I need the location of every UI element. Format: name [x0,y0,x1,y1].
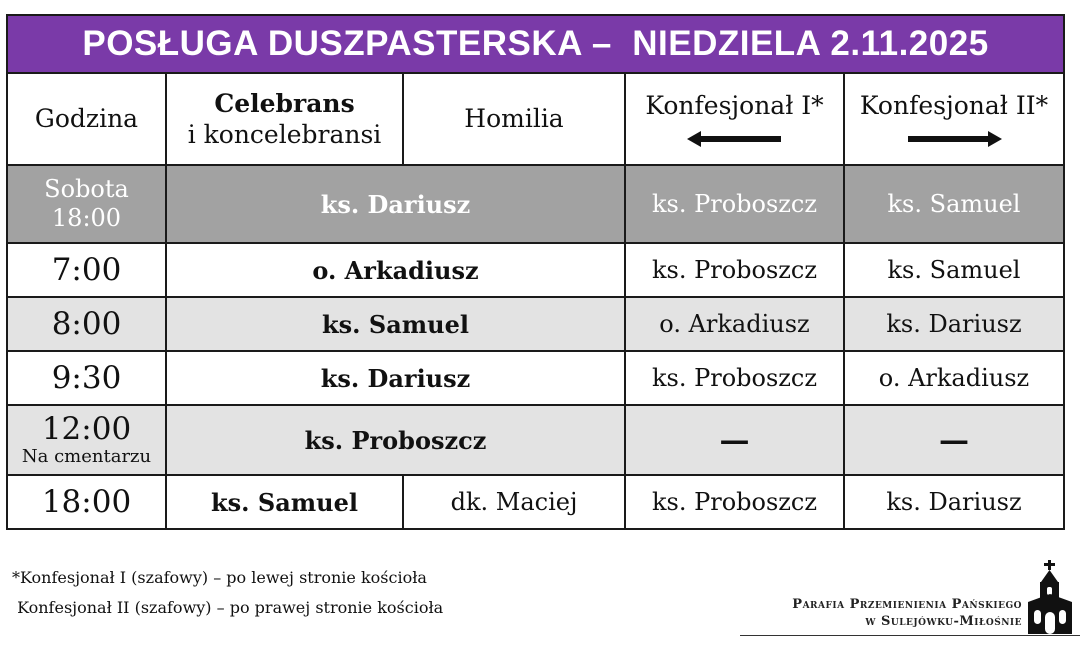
parish-name [792,596,1022,630]
row-time: 7:00 [7,243,166,297]
header-konf2-label: Konfesjonał II* [859,91,1049,121]
table-row [7,297,1064,351]
row-konf1: — [625,405,844,475]
header-celebrans-sub: i koncelebransi [187,120,382,149]
header-godzina: Godzina [7,73,166,165]
row-homilia: dk. Maciej [403,475,625,529]
page-title: POSŁUGA DUSZPASTERSKA – NIEDZIELA 2.11.2025 [7,15,1064,73]
row-konf2: ks. Samuel [844,243,1064,297]
row-time-day: Sobota [44,175,129,204]
row-konf1: ks. Proboszcz [625,475,844,529]
row-time [7,405,166,475]
table-row [7,475,1064,529]
header-konf1-label: Konfesjonał I* [645,91,824,121]
left-arrow-icon [687,130,783,148]
row-time: 8:00 [7,297,166,351]
row-time: 9:30 [7,351,166,405]
table-row [7,351,1064,405]
footnotes [12,563,443,623]
header-celebrans [166,73,403,165]
header-konf1 [625,73,844,165]
row-konf2: o. Arkadiusz [844,351,1064,405]
right-arrow-icon [906,130,1002,148]
footnote-konf1: *Konfesjonał I (szafowy) – po lewej stronie kościoła [12,568,427,587]
table-row [7,243,1064,297]
row-konf2: ks. Dariusz [844,297,1064,351]
row-konf2: ks. Dariusz [844,475,1064,529]
row-celebrans: o. Arkadiusz [166,243,625,297]
row-konf1: ks. Proboszcz [625,351,844,405]
row-time-note: Na cmentarzu [21,446,152,468]
header-konf2 [844,73,1064,165]
row-konf1: o. Arkadiusz [625,297,844,351]
row-celebrans: ks. Dariusz [166,351,625,405]
row-konf2: ks. Samuel [844,165,1064,243]
row-konf2: — [844,405,1064,475]
row-konf1: ks. Proboszcz [625,243,844,297]
footnote-konf2: Konfesjonał II (szafowy) – po prawej stronie kościoła [12,598,444,617]
row-time-hour: 12:00 [41,411,132,448]
schedule-table [6,14,1065,530]
church-icon [1024,560,1076,636]
row-celebrans: ks. Dariusz [166,165,625,243]
row-celebrans: ks. Proboszcz [166,405,625,475]
header-celebrans-title: Celebrans [214,88,355,118]
parish-name-line1: Parafia Przemienienia Pańskiego [792,597,1022,612]
header-row [7,73,1064,165]
row-celebrans: ks. Samuel [166,475,403,529]
row-time-hour: 18:00 [51,204,122,232]
row-time [7,165,166,243]
header-homilia: Homilia [403,73,625,165]
row-konf1: ks. Proboszcz [625,165,844,243]
table-row [7,165,1064,243]
row-celebrans: ks. Samuel [166,297,625,351]
parish-name-line2: w Sulejówku-Miłośnie [865,614,1022,629]
parish-logo [740,560,1080,640]
table-row [7,405,1064,475]
row-time: 18:00 [7,475,166,529]
